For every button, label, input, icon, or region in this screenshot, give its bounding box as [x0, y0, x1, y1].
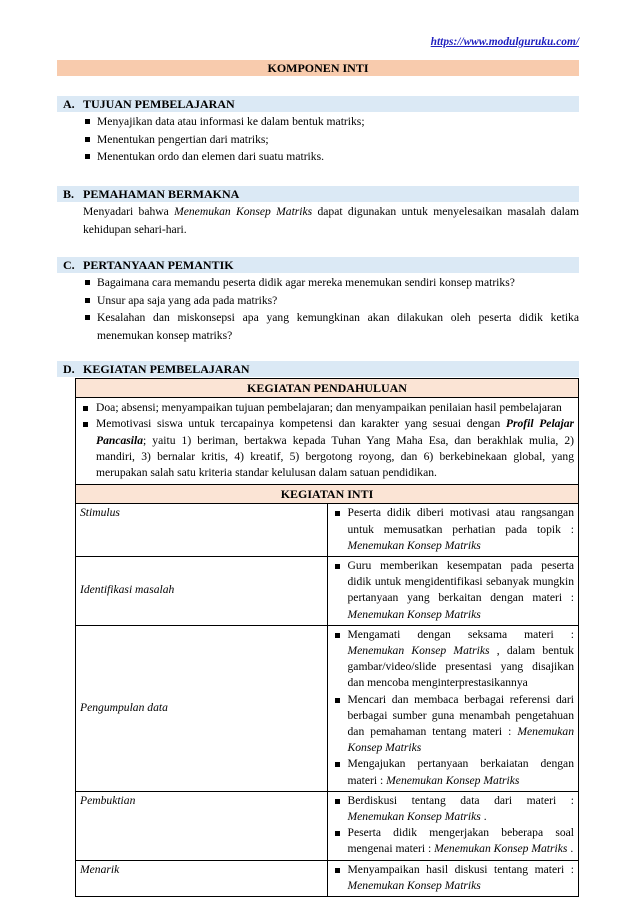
section-a-title: TUJUAN PEMBELAJARAN: [83, 97, 235, 111]
stimulus-label: Stimulus: [76, 504, 328, 557]
topic-ref: Menemukan Konsep Matriks: [347, 538, 481, 552]
list-item: [332, 825, 575, 857]
section-a-heading: [57, 96, 579, 112]
section-d-title: KEGIATAN PEMBELAJARAN: [83, 362, 250, 376]
identifikasi-item1: Guru memberikan kesempatan pada peserta didik untuk mengidentifikasi sebanyak mungkin pertanyaan yang berkaitan dengan materi :: [347, 559, 574, 605]
section-a-list: [83, 113, 579, 166]
menarik-content: [327, 860, 579, 896]
menarik-item1: Menyampaikan hasil diskusi tentang materi :: [347, 862, 574, 876]
topic-ref: Menemukan Konsep Matriks: [347, 725, 574, 755]
inti-heading: KEGIATAN INTI: [76, 485, 579, 504]
pembuktian-item2: Peserta didik mengerjakan beberapa soal mengenai materi :: [347, 826, 574, 856]
table-row: [76, 504, 579, 557]
pendahuluan-content: [76, 398, 579, 485]
pendahuluan-item2-pre: Memotivasi siswa untuk tercapainya kompetensi dan karakter yang sesuai dengan: [96, 417, 506, 431]
section-c-list: [83, 274, 579, 344]
identifikasi-label: Identifikasi masalah: [76, 557, 328, 626]
section-b-heading: [57, 186, 579, 202]
topic-ref: Menemukan Konsep Matriks: [386, 773, 520, 787]
section-b-title: PEMAHAMAN BERMAKNA: [83, 187, 240, 201]
table-row: [76, 860, 579, 896]
identifikasi-content: [327, 557, 579, 626]
pembuktian-content: [327, 791, 579, 860]
table-row: [76, 379, 579, 398]
pengumpulan-label: Pengumpulan data: [76, 625, 328, 791]
list-item: [332, 692, 575, 757]
section-a-letter: A.: [63, 97, 75, 111]
section-d-letter: D.: [63, 362, 75, 376]
list-item: [332, 558, 575, 623]
activity-table: [75, 378, 579, 897]
pendahuluan-heading: KEGIATAN PENDAHULUAN: [76, 379, 579, 398]
section-d-heading: [57, 361, 579, 377]
pembuktian-suffix: .: [480, 810, 487, 824]
header-url[interactable]: https://www.modulguruku.com/: [430, 36, 579, 48]
pengumpulan-content: [327, 625, 579, 791]
list-item: Kesalahan dan miskonsepsi apa yang kemungkinan akan dilakukan oleh peserta didik ketika menemukan konsep matriks?: [83, 309, 579, 344]
list-item: Doa; absensi; menyampaikan tujuan pembelajaran; dan menyampaikan penilaian hasil pembelajaran: [80, 400, 574, 416]
section-b-text-post: dapat digunakan untuk menyelesaikan masalah dalam kehidupan sehari-hari.: [83, 205, 579, 236]
pendahuluan-item2-post: ; yaitu 1) beriman, bertakwa kepada Tuhan Yang Maha Esa, dan berakhlak mulia, 2) mandiri, 3) bernalar kritis, 4) kreatif, 5) bergotong royong, dan 6) berkebinekaan global, yang merupakan salah satu kriteria standar kelulusan dalam satuan pendidikan.: [96, 433, 574, 480]
list-item: Bagaimana cara memandu peserta didik agar mereka menemukan sendiri konsep matriks?: [83, 274, 579, 292]
pendahuluan-item2-em: Profil Pelajar Pancasila: [96, 417, 574, 447]
list-item: Unsur apa saja yang ada pada matriks?: [83, 292, 579, 310]
topic-ref: Menemukan Konsep Matriks: [347, 810, 481, 824]
list-item: Menyajikan data atau informasi ke dalam bentuk matriks;: [83, 113, 579, 131]
list-item: [332, 793, 575, 825]
topic-ref: Menemukan Konsep Matriks: [347, 607, 481, 621]
menarik-label: Menarik: [76, 860, 328, 896]
pengumpulan-item3: Mengajukan pertanyaan berkaiatan dengan materi :: [347, 757, 574, 787]
stimulus-item1: Peserta didik diberi motivasi atau rangsangan untuk memusatkan perhatian pada topik :: [347, 506, 574, 536]
table-row: [76, 557, 579, 626]
list-item: [80, 416, 574, 481]
pembuktian-label: Pembuktian: [76, 791, 328, 860]
list-item: [332, 505, 575, 554]
section-b-text-pre: Menyadari bahwa: [83, 205, 175, 218]
table-row: [76, 485, 579, 504]
section-c-heading: [57, 257, 579, 273]
list-item: Menentukan pengertian dari matriks;: [83, 131, 579, 149]
list-item: [332, 862, 575, 894]
list-item: [332, 756, 575, 788]
section-b-letter: B.: [63, 187, 75, 201]
section-c-title: PERTANYAAN PEMANTIK: [83, 258, 234, 272]
section-b-text-em: Menemukan Konsep Matriks: [174, 205, 313, 218]
section-b-text: [83, 203, 579, 238]
pengumpulan-item2: Mencari dan membaca berbagai referensi dari berbagai sumber guna menambah pengetahuan dan pemahaman tentang materi :: [347, 692, 574, 739]
table-row: [76, 398, 579, 485]
table-row: [76, 791, 579, 860]
pembuktian-suffix: .: [567, 842, 574, 856]
section-c-letter: C.: [63, 258, 75, 272]
pengumpulan-item1-pre: Mengamati dengan seksama materi :: [347, 627, 574, 641]
list-item: [332, 627, 575, 692]
table-row: [76, 625, 579, 791]
stimulus-content: [327, 504, 579, 557]
topic-ref: Menemukan Konsep Matriks: [347, 644, 490, 658]
topic-ref: Menemukan Konsep Matriks: [347, 878, 481, 892]
pembuktian-item1: Berdiskusi tentang data dari materi :: [347, 793, 574, 807]
page-title: KOMPONEN INTI: [57, 60, 579, 76]
list-item: Menentukan ordo dan elemen dari suatu matriks.: [83, 148, 579, 166]
pengumpulan-item1-post: , dalam bentuk gambar/video/slide presentasi yang disajikan dan mencoba menginterprestasikannya: [347, 644, 574, 690]
topic-ref: Menemukan Konsep Matriks: [434, 842, 568, 856]
